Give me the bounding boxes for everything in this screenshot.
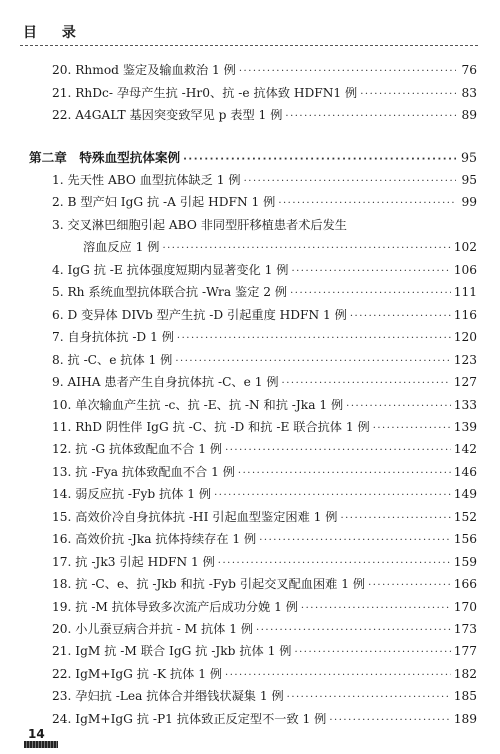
toc-entry[interactable] xyxy=(52,599,477,617)
toc-entry[interactable] xyxy=(52,307,477,325)
toc-entry[interactable] xyxy=(52,576,477,594)
toc-leader-dots xyxy=(218,556,451,572)
toc-leader-dots xyxy=(225,668,451,684)
toc-entry-title: 20. 小儿蚕豆病合并抗 - M 抗体 1 例 xyxy=(52,622,254,636)
toc-entry-title: 22. A4GALT 基因突变致罕见 p 表型 1 例 xyxy=(52,108,283,122)
toc-entry[interactable] xyxy=(52,284,477,302)
toc-leader-dots xyxy=(282,376,451,392)
toc-leader-dots xyxy=(287,690,451,706)
toc-entry-page: 127 xyxy=(453,375,477,390)
toc-entry-title: 14. 弱反应抗 -Fyb 抗体 1 例 xyxy=(52,487,212,502)
toc-entry[interactable] xyxy=(52,172,477,190)
toc-entry-page: 106 xyxy=(453,262,477,277)
toc-entry[interactable] xyxy=(52,643,477,661)
toc-entry-title: 2. B 型产妇 IgG 抗 -A 引起 HDFN 1 例 xyxy=(52,195,276,210)
toc-leader-dots xyxy=(278,196,456,212)
toc-entry-title: 12. 抗 -G 抗体致配血不合 1 例 xyxy=(52,442,223,457)
toc-leader-dots xyxy=(239,64,456,80)
toc-entry-page: 185 xyxy=(453,689,477,704)
toc-entry-page: 120 xyxy=(453,330,477,345)
toc-leader-dots xyxy=(329,713,450,729)
toc-leader-dots xyxy=(340,511,450,527)
toc-entry-page: 123 xyxy=(453,352,477,367)
toc-entry[interactable] xyxy=(52,397,477,415)
toc-entry-title: 21. RhDc- 孕母产生抗 -Hr0、抗 -e 抗体致 HDFN1 例 xyxy=(52,85,358,100)
toc-entry-title: 17. 抗 -Jk3 引起 HDFN 1 例 xyxy=(52,554,215,569)
toc-entry[interactable] xyxy=(52,85,477,103)
toc-entry[interactable] xyxy=(52,441,477,459)
toc-leader-dots xyxy=(225,443,451,459)
toc-leader-dots xyxy=(294,645,450,661)
toc-entry-page: 95 xyxy=(461,173,477,187)
toc-leader-dots xyxy=(244,174,456,190)
toc-leader-dots xyxy=(350,309,451,325)
toc-entry-page: 89 xyxy=(461,108,477,122)
toc-entry[interactable] xyxy=(52,621,477,639)
toc-leader-dots xyxy=(360,87,456,103)
toc-entry-page: 152 xyxy=(453,509,477,524)
page-number: 14 xyxy=(28,727,45,741)
toc-entry-title: 1. 先天性 ABO 血型抗体缺乏 1 例 xyxy=(52,173,241,187)
page-header-title: 目 录 xyxy=(23,25,86,41)
toc-entry-page: 173 xyxy=(453,622,477,636)
toc-leader-dots xyxy=(346,399,451,415)
toc-entry-page: 116 xyxy=(453,307,477,322)
toc-entry-title: 6. D 变异体 DIVb 型产生抗 -D 引起重度 HDFN 1 例 xyxy=(52,307,347,322)
toc-entry-page: 99 xyxy=(461,195,477,210)
toc-entry-page: 149 xyxy=(453,487,477,502)
toc-entry-title: 18. 抗 -C、e、抗 -Jkb 和抗 -Fyb 引起交叉配血困难 1 例 xyxy=(52,577,366,592)
toc-entry-title: 22. IgM+IgG 抗 -K 抗体 1 例 xyxy=(52,666,223,681)
toc-entry[interactable] xyxy=(52,217,477,233)
toc-entry[interactable] xyxy=(52,374,477,392)
toc-entry-page: 189 xyxy=(453,711,477,726)
toc-entry-title: 19. 抗 -M 抗体导致多次流产后成功分娩 1 例 xyxy=(52,599,298,614)
toc-entry-title: 第二章 特殊血型抗体案例 xyxy=(29,150,181,165)
toc-entry-page: 142 xyxy=(453,442,477,457)
toc-entry[interactable] xyxy=(52,419,477,437)
toc-entry-page: 111 xyxy=(453,285,477,300)
header-divider xyxy=(20,45,478,46)
toc-entry-title: 4. IgG 抗 -E 抗体强度短期内显著变化 1 例 xyxy=(52,262,289,277)
toc-entry-page: 139 xyxy=(453,419,477,434)
toc-leader-dots xyxy=(183,152,456,168)
toc-entry-title: 溶血反应 1 例 xyxy=(83,240,160,255)
toc-leader-dots xyxy=(162,241,450,257)
toc-entry-title: 13. 抗 -Fya 抗体致配血不合 1 例 xyxy=(52,464,235,479)
toc-entry-page: 166 xyxy=(453,577,477,592)
toc-leader-dots xyxy=(177,331,451,347)
toc-entry[interactable] xyxy=(83,239,477,257)
toc-entry-title: 24. IgM+IgG 抗 -P1 抗体致正反定型不一致 1 例 xyxy=(52,711,327,726)
toc-entry-title: 9. AIHA 患者产生自身抗体抗 -C、e 1 例 xyxy=(52,375,279,390)
toc-entry[interactable] xyxy=(52,711,477,729)
toc-entry-title: 7. 自身抗体抗 -D 1 例 xyxy=(52,330,174,345)
toc-entry-page: 146 xyxy=(453,464,477,479)
toc-entry-title: 3. 交叉淋巴细胞引起 ABO 非同型肝移植患者术后发生 xyxy=(52,217,347,232)
toc-entry-page: 177 xyxy=(453,644,477,659)
toc-leader-dots xyxy=(214,488,451,504)
toc-chapter-heading[interactable] xyxy=(29,150,477,168)
toc-leader-dots xyxy=(290,286,451,302)
toc-leader-dots xyxy=(238,466,451,482)
toc-entry-page: 170 xyxy=(453,599,477,614)
toc-entry-title: 10. 单次输血产生抗 -c、抗 -E、抗 -N 和抗 -Jka 1 例 xyxy=(52,397,344,412)
toc-entry[interactable] xyxy=(52,262,477,280)
toc-entry[interactable] xyxy=(52,107,477,125)
toc-entry[interactable] xyxy=(52,194,477,212)
toc-entry[interactable] xyxy=(52,554,477,572)
toc-leader-dots xyxy=(256,623,451,639)
toc-entry-page: 76 xyxy=(461,63,477,77)
toc-entry-title: 21. IgM 抗 -M 联合 IgG 抗 -Jkb 抗体 1 例 xyxy=(52,644,292,659)
toc-entry-title: 23. 孕妇抗 -Lea 抗体合并缗钱状凝集 1 例 xyxy=(52,689,284,704)
toc-entry[interactable] xyxy=(52,329,477,347)
toc-entry[interactable] xyxy=(52,509,477,527)
toc-entry[interactable] xyxy=(52,62,477,80)
toc-leader-dots xyxy=(259,533,451,549)
toc-entry-page: 159 xyxy=(453,554,477,569)
toc-entry-page: 182 xyxy=(453,666,477,681)
toc-leader-dots xyxy=(301,601,451,617)
toc-leader-dots xyxy=(373,421,451,437)
toc-entry[interactable] xyxy=(52,688,477,706)
toc-entry-title: 5. Rh 系统血型抗体联合抗 -Wra 鉴定 2 例 xyxy=(52,285,288,300)
toc-entry[interactable] xyxy=(52,464,477,482)
toc-entry[interactable] xyxy=(52,666,477,684)
toc-entry[interactable] xyxy=(52,352,477,370)
toc-entry-title: 16. 高效价抗 -Jka 抗体持续存在 1 例 xyxy=(52,532,257,547)
toc-leader-dots xyxy=(175,354,450,370)
toc-entry-title: 8. 抗 -C、e 抗体 1 例 xyxy=(52,352,173,367)
toc-leader-dots xyxy=(285,109,456,125)
toc-entry-page: 156 xyxy=(453,532,477,547)
toc-entry-page: 133 xyxy=(453,397,477,412)
toc-entry-title: 15. 高效价冷自身抗体抗 -HI 引起血型鉴定困难 1 例 xyxy=(52,509,338,524)
toc-entry-page: 83 xyxy=(461,85,477,100)
toc-entry[interactable] xyxy=(52,531,477,549)
toc-entry-page: 102 xyxy=(453,240,477,255)
toc-entry-page: 95 xyxy=(460,150,477,165)
toc-entry-title: 11. RhD 阴性伴 IgG 抗 -C、抗 -D 和抗 -E 联合抗体 1 例 xyxy=(52,419,370,434)
toc-entry[interactable] xyxy=(52,486,477,504)
toc-entry-title: 20. Rhmod 鉴定及输血救治 1 例 xyxy=(52,63,236,77)
page-number-bar xyxy=(24,741,58,748)
toc-leader-dots xyxy=(368,578,451,594)
toc-leader-dots xyxy=(291,264,450,280)
